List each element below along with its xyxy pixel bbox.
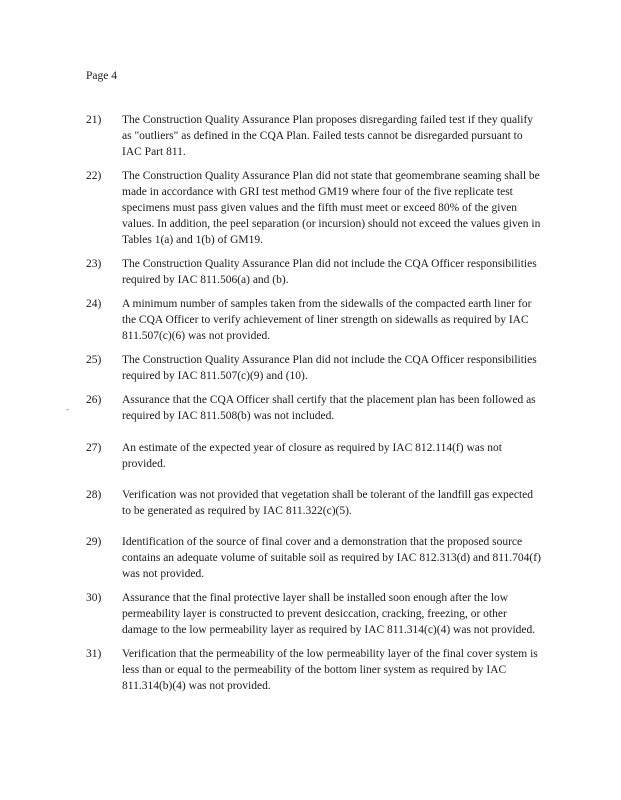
item-text-line: A minimum number of samples taken from the sidewalls of the compacted earth liner for <box>122 298 532 310</box>
item-number: 31) <box>86 648 102 660</box>
item-text-line: required by IAC 811.508(b) was not included. <box>122 410 335 422</box>
item-number: 23) <box>86 258 102 270</box>
item-text <box>122 534 541 582</box>
item-text <box>122 590 538 638</box>
item-number: 26) <box>86 394 102 406</box>
item-text-line: An estimate of the expected year of closure as required by IAC 812.114(f) was not <box>122 442 502 454</box>
item-text-line: Verification was not provided that vegetation shall be tolerant of the landfill gas expected <box>122 489 533 501</box>
item-text <box>122 392 538 424</box>
margin-mark: - <box>66 404 69 414</box>
item-text-line: contains an adequate volume of suitable soil as required by IAC 812.313(d) and 811.704(f) <box>122 552 541 564</box>
item-text <box>122 646 538 694</box>
item-text <box>122 440 538 472</box>
item-text-line: specimens must pass given values and the fifth must meet or exceed 80% of the given <box>122 202 518 214</box>
item-text-line: The Construction Quality Assurance Plan proposes disregarding failed test if they qualify <box>122 114 534 126</box>
item-text-line: damage to the low permeability layer as required by IAC 811.314(c)(4) was not provided. <box>122 624 536 636</box>
item-text-line: Identification of the source of final cover and a demonstration that the proposed source <box>122 536 523 548</box>
item-text-line: values. In addition, the peel separation (or incursion) should not exceed the values given in <box>122 218 541 230</box>
item-text-line: less than or equal to the permeability of the bottom liner system as required by IAC <box>122 664 507 676</box>
item-text-line: provided. <box>122 458 166 470</box>
item-text-line: Assurance that the CQA Officer shall certify that the placement plan has been followed as <box>122 394 536 406</box>
item-number: 28) <box>86 489 102 501</box>
item-text-line: Verification that the permeability of the low permeability layer of the final cover system is <box>122 648 538 660</box>
item-text-line: was not provided. <box>122 568 205 580</box>
page-header: Page 4 <box>86 70 117 82</box>
item-text-line: The Construction Quality Assurance Plan did not state that geomembrane seaming shall be <box>122 170 540 182</box>
item-text-line: as "outliers" as defined in the CQA Plan. Failed tests cannot be disregarded pursuant to <box>122 130 523 142</box>
item-text-line: required by IAC 811.507(c)(9) and (10). <box>122 370 308 382</box>
item-text-line: required by IAC 811.506(a) and (b). <box>122 274 289 286</box>
item-text-line: the CQA Officer to verify achievement of liner strength on sidewalls as required by IAC <box>122 314 529 326</box>
item-number: 22) <box>86 170 102 182</box>
item-text-line: permeability layer is constructed to prevent desiccation, cracking, freezing, or other <box>122 608 507 620</box>
item-text <box>122 112 538 160</box>
item-text <box>122 256 538 288</box>
item-text-line: Tables 1(a) and 1(b) of GM19. <box>122 234 263 246</box>
item-number: 21) <box>86 114 102 126</box>
item-text-line: made in accordance with GRI test method GM19 where four of the five replicate test <box>122 186 513 198</box>
item-number: 30) <box>86 592 102 604</box>
item-text-line: The Construction Quality Assurance Plan did not include the CQA Officer responsibilities <box>122 258 537 270</box>
item-text <box>122 487 538 519</box>
item-text <box>122 296 538 344</box>
item-text <box>122 168 541 248</box>
item-text-line: to be generated as required by IAC 811.322(c)(5). <box>122 505 352 517</box>
item-number: 24) <box>86 298 102 310</box>
item-text-line: IAC Part 811. <box>122 146 186 158</box>
item-number: 25) <box>86 354 102 366</box>
item-text <box>122 352 538 384</box>
item-text-line: 811.314(b)(4) was not provided. <box>122 680 271 692</box>
item-text-line: The Construction Quality Assurance Plan did not include the CQA Officer responsibilities <box>122 354 537 366</box>
item-text-line: 811.507(c)(6) was not provided. <box>122 330 271 342</box>
item-text-line: Assurance that the final protective layer shall be installed soon enough after the low <box>122 592 509 604</box>
item-number: 27) <box>86 442 102 454</box>
item-number: 29) <box>86 536 102 548</box>
